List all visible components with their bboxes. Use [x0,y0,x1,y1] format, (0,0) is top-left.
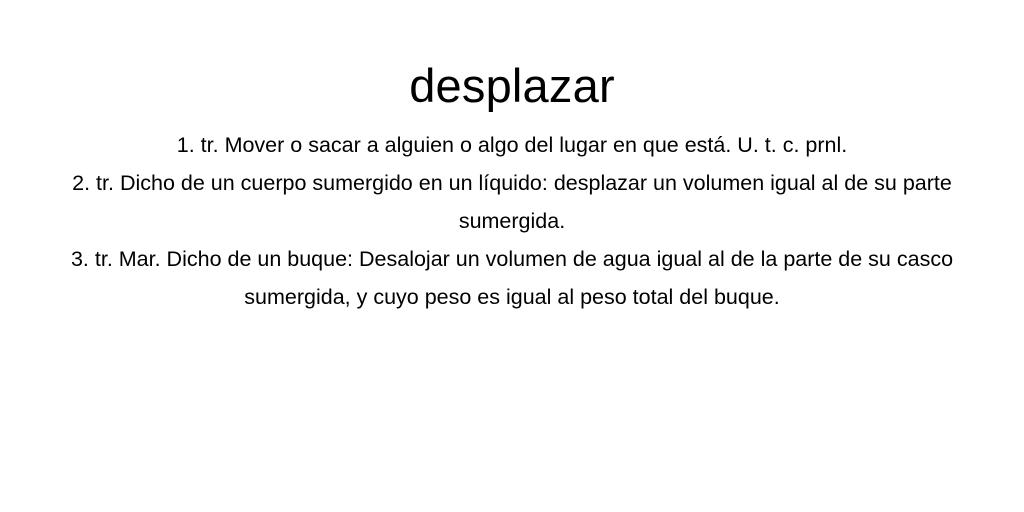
definition-3: 3. tr. Mar. Dicho de un buque: Desalojar un volumen de agua igual al de la parte de su casco sumergida, y cuyo peso es igual al peso total del buque. [70,247,954,309]
headword: desplazar [409,59,615,112]
definition-list [52,126,972,316]
definition-1: 1. tr. Mover o sacar a alguien o algo del lugar en que está. U. t. c. prnl. [176,133,848,157]
definition-2: 2. tr. Dicho de un cuerpo sumergido en un líquido: desplazar un volumen igual al de su parte sumergida. [72,171,952,233]
